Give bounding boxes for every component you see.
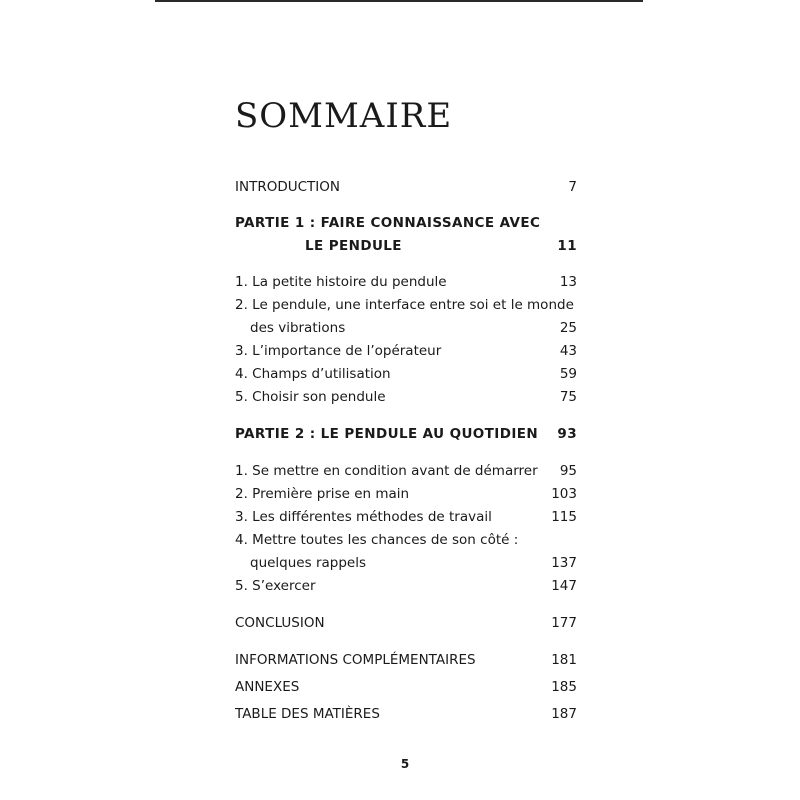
toc-page-number: 187 [551,706,577,722]
toc-chapter[interactable] [235,340,577,363]
toc-page-number: 177 [551,615,577,631]
toc-label: 2. Première prise en main [235,486,410,502]
table-of-contents [235,176,577,726]
toc-label: 1. Se mettre en condition avant de démarrer [235,463,538,479]
toc-page-number: 13 [559,274,577,290]
toc-page-number: 11 [557,238,577,254]
page-title: SOMMAIRE [235,96,453,136]
toc-label: 1. La petite histoire du pendule [235,274,447,290]
toc-page-number: 115 [551,509,577,525]
toc-label: 5. Choisir son pendule [235,389,386,405]
top-rule [155,0,643,2]
toc-page-number: 185 [551,679,577,695]
part-2-heading[interactable] [235,423,577,446]
toc-page-number: 7 [568,179,577,195]
toc-page-number: 93 [557,426,577,442]
toc-page-number: 137 [551,555,577,571]
toc-entry-table-des-matieres[interactable] [235,703,577,726]
toc-entry-informations[interactable] [235,649,577,672]
toc-label: 5. S’exercer [235,578,316,594]
toc-label: INTRODUCTION [235,179,340,195]
toc-chapter[interactable] [235,294,577,317]
toc-page-number: 181 [551,652,577,668]
toc-chapter[interactable] [235,483,577,506]
toc-chapter[interactable] [235,529,577,552]
part-title-continued: LE PENDULE [305,238,402,254]
toc-label: 4. Mettre toutes les chances de son côté : [235,532,519,548]
toc-chapter[interactable] [235,363,577,386]
toc-label-continued: des vibrations [250,320,346,336]
toc-label: 4. Champs d’utilisation [235,366,391,382]
toc-chapter[interactable] [235,386,577,409]
part-1-heading-continued[interactable] [235,235,577,258]
toc-chapter[interactable] [235,506,577,529]
toc-label: ANNEXES [235,679,300,695]
part-title: PARTIE 1 : FAIRE CONNAISSANCE AVEC [235,215,541,231]
page-number: 5 [400,757,410,771]
toc-label: 3. L’importance de l’opérateur [235,343,442,359]
toc-entry-annexes[interactable] [235,676,577,699]
toc-page-number: 147 [551,578,577,594]
toc-page-number: 103 [551,486,577,502]
toc-page-number: 95 [559,463,577,479]
part-title: PARTIE 2 : LE PENDULE AU QUOTIDIEN [235,426,539,442]
toc-chapter[interactable] [235,575,577,598]
toc-chapter-continued[interactable] [235,317,577,340]
toc-page-number: 43 [559,343,577,359]
toc-chapter[interactable] [235,460,577,483]
toc-label-continued: quelques rappels [250,555,366,571]
toc-page-number: 75 [559,389,577,405]
toc-label: CONCLUSION [235,615,325,631]
toc-chapter-continued[interactable] [235,552,577,575]
toc-chapter[interactable] [235,271,577,294]
toc-entry-conclusion[interactable] [235,612,577,635]
toc-label: 3. Les différentes méthodes de travail [235,509,492,525]
toc-entry-introduction[interactable] [235,176,577,199]
toc-page-number: 59 [559,366,577,382]
toc-page-number: 25 [559,320,577,336]
toc-label: 2. Le pendule, une interface entre soi et le monde [235,297,574,313]
toc-label: INFORMATIONS COMPLÉMENTAIRES [235,652,476,668]
part-1-heading[interactable] [235,212,577,235]
toc-label: TABLE DES MATIÈRES [235,706,380,722]
